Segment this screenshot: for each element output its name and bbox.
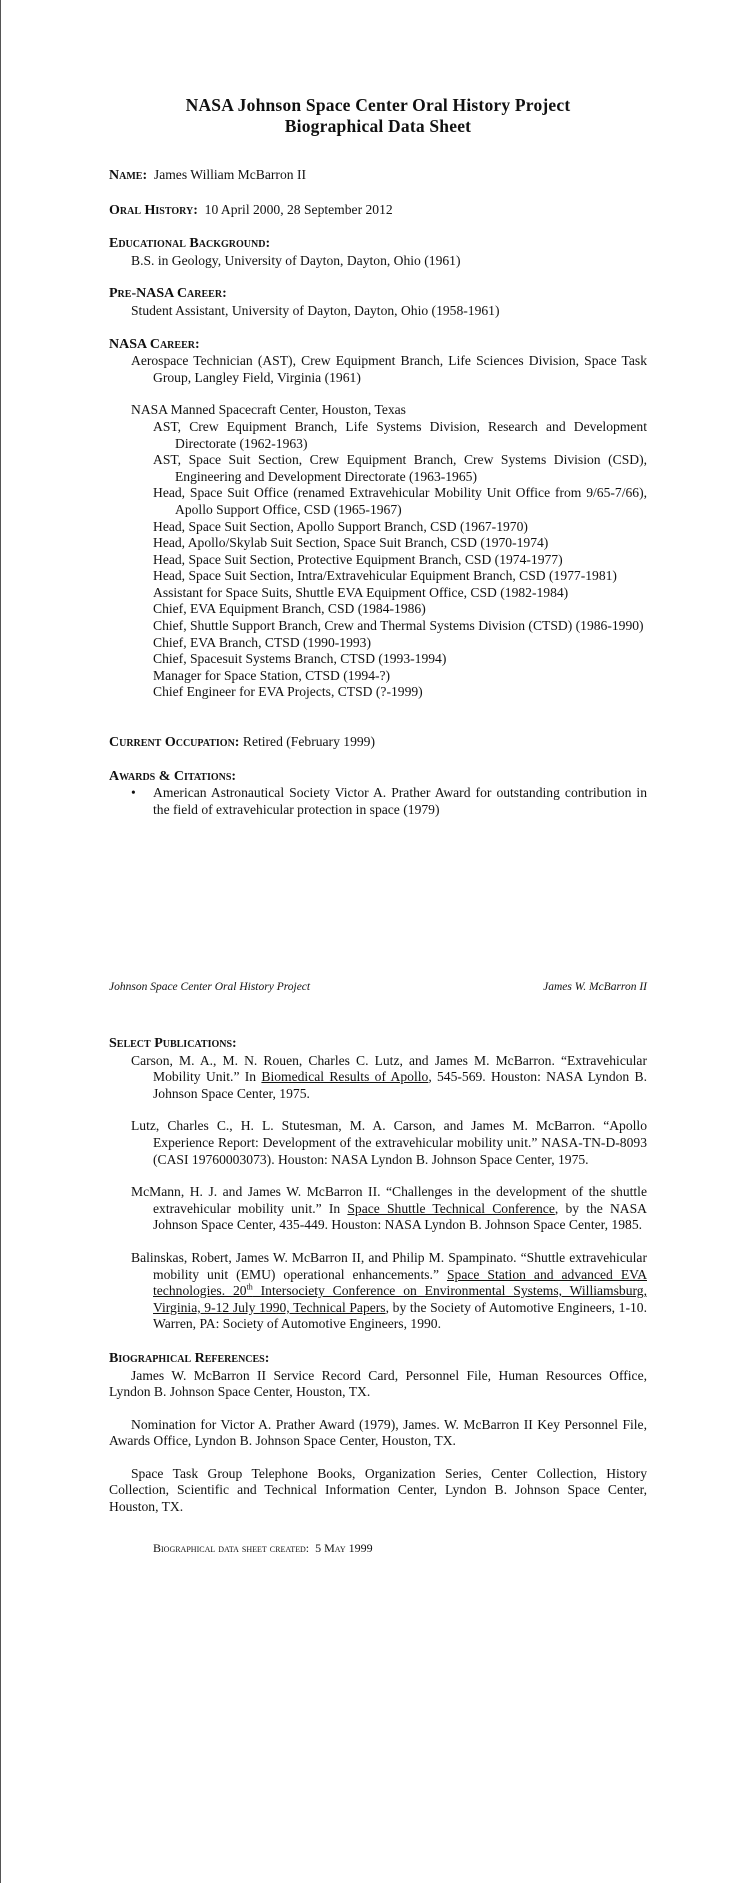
career-position: Chief, EVA Branch, CTSD (1990-1993) <box>153 634 371 650</box>
occupation-label: Current Occupation: <box>109 735 240 751</box>
career-position: Chief, EVA Equipment Branch, CSD (1984-1986) <box>153 601 426 617</box>
document-title-line1: NASA Johnson Space Center Oral History Project <box>185 95 571 115</box>
pre-nasa-item: Student Assistant, University of Dayton, Dayton, Ohio (1958-1961) <box>131 302 500 318</box>
publication-title: Biomedical Results of Apollo <box>261 1069 429 1085</box>
created-row <box>109 1540 647 1557</box>
oral-history-row <box>109 202 647 220</box>
career-position: AST, Space Suit Section, Crew Equipment Branch, Crew Systems Division (CSD), Engineering and Development Directorate (1963-1965) <box>153 452 647 484</box>
career-position: AST, Crew Equipment Branch, Life Systems Division, Research and Development Directorate (1962-1963) <box>153 418 647 451</box>
education-label: Educational Background: <box>109 236 271 252</box>
career-position: Head, Space Suit Office (renamed Extravehicular Mobility Unit Office from 9/65-7/66), Apollo Support Office, CSD (1965-1967) <box>153 485 647 517</box>
footer-right: James W. McBarron II <box>543 981 647 993</box>
reference-item: James W. McBarron II Service Record Card, Personnel File, Human Resources Office, Lyndon B. Johnson Space Center, Houston, TX. <box>109 1367 647 1400</box>
publication-text: , by the Society of Automotive Engineers, 1-10. Warren, PA: Society of Automotive Engineers, 1990. <box>153 1299 647 1332</box>
award-text: American Astronautical Society Victor A. Prather Award for outstanding contribution in the field of extravehicular protection in space (1979) <box>153 785 647 817</box>
occupation-value: Retired (February 1999) <box>242 734 375 750</box>
footer-left: Johnson Space Center Oral History Project <box>109 981 311 993</box>
publication-text: , by the NASA Johnson Space Center, 435-449. Houston: NASA Lyndon B. Johnson Space Center, 1985. <box>153 1200 647 1233</box>
nasa-career-center: NASA Manned Spacecraft Center, Houston, Texas <box>131 402 406 418</box>
awards-list <box>109 785 647 818</box>
superscript: th <box>246 1282 253 1292</box>
publication-text: McMann, H. J. and James W. McBarron II. “Challenges in the development of the shuttle extravehicular mobility unit.” In <box>131 1184 647 1216</box>
reference-item: Space Task Group Telephone Books, Organization Series, Center Collection, History Collection, Scientific and Technical Information Center, Lyndon B. Johnson Space Center, Houston, TX. <box>109 1465 647 1515</box>
award-item <box>109 785 647 818</box>
nasa-career-first: Aerospace Technician (AST), Crew Equipment Branch, Life Sciences Division, Space Task Group, Langley Field, Virginia (1961) <box>131 353 647 385</box>
created-value: 5 May 1999 <box>315 1540 373 1555</box>
career-position: Chief, Spacesuit Systems Branch, CTSD (1993-1994) <box>153 651 447 667</box>
career-position: Head, Space Suit Section, Intra/Extravehicular Equipment Branch, CSD (1977-1981) <box>153 568 617 584</box>
created-label: Biographical data sheet created: <box>153 1540 310 1555</box>
publication-title-part: Intersociety Conference on Environmental Systems, Williamsburg, Virginia, 9-12 July 1990, Technical Papers <box>153 1283 647 1315</box>
page-2-content <box>109 1036 647 1556</box>
page-1-content <box>109 95 647 818</box>
career-position: Head, Space Suit Section, Apollo Support Branch, CSD (1967-1970) <box>153 518 528 534</box>
education-item: B.S. in Geology, University of Dayton, Dayton, Ohio (1961) <box>131 252 461 268</box>
publication-text: Balinskas, Robert, James W. McBarron II, and Philip M. Spampinato. “Shuttle extravehicular mobility unit (EMU) operational enhancements.” <box>131 1249 647 1282</box>
oral-history-label: Oral History: <box>109 202 198 218</box>
document-title-line2: Biographical Data Sheet <box>284 116 472 136</box>
publication-item <box>109 1250 647 1333</box>
name-row <box>109 167 647 185</box>
publication-title-part: Space Station and advanced EVA technologies. 20 <box>153 1266 648 1299</box>
name-value: James William McBarron II <box>153 167 306 182</box>
publication-title: Space Shuttle Technical Conference <box>347 1200 555 1216</box>
career-position: Manager for Space Station, CTSD (1994-?) <box>153 667 391 683</box>
reference-item: Nomination for Victor A. Prather Award (1979), James. W. McBarron II Key Personnel File, Awards Office, Lyndon B. Johnson Space Center, Houston, TX. <box>109 1416 647 1449</box>
publication-item: Lutz, Charles C., H. L. Stutesman, M. A. Carson, and James M. McBarron. “Apollo Experience Report: Development of the extravehicular mobility unit.” NASA-TN-D-8093 (CASI 19760003073). Houston: NASA Lyndon B. Johnson Space Center, 1975. <box>131 1118 647 1167</box>
publication-item <box>109 1184 647 1234</box>
career-position: Head, Apollo/Skylab Suit Section, Space Suit Branch, CSD (1970-1974) <box>153 535 549 551</box>
nasa-career-label: NASA Career: <box>109 336 200 352</box>
publication-item <box>109 1053 647 1103</box>
awards-label: Awards & Citations: <box>109 768 237 784</box>
career-position: Chief Engineer for EVA Projects, CTSD (?-1999) <box>153 684 423 700</box>
career-position: Head, Space Suit Section, Protective Equipment Branch, CSD (1974-1977) <box>153 551 563 567</box>
publication-text: Carson, M. A., M. N. Rouen, Charles C. Lutz, and James M. McBarron. “Extravehicular Mobility Unit.” In <box>131 1052 647 1085</box>
publications-label: Select Publications: <box>109 1036 237 1051</box>
page-footer <box>109 981 647 993</box>
occupation-row <box>109 734 647 752</box>
career-position: Assistant for Space Suits, Shuttle EVA Equipment Office, CSD (1982-1984) <box>153 584 569 600</box>
oral-history-value: 10 April 2000, 28 September 2012 <box>204 201 393 217</box>
bullet-icon: • <box>131 785 136 801</box>
pre-nasa-label: Pre-NASA Career: <box>109 286 227 302</box>
publication-text: , 545-569. Houston: NASA Lyndon B. Johnson Space Center, 1975. <box>153 1069 647 1101</box>
nasa-career-positions <box>109 419 647 701</box>
career-position: Chief, Shuttle Support Branch, Crew and Thermal Systems Division (CTSD) (1986-1990) <box>153 618 644 634</box>
references-label: Biographical References: <box>109 1350 270 1366</box>
name-label: Name: <box>109 168 148 183</box>
